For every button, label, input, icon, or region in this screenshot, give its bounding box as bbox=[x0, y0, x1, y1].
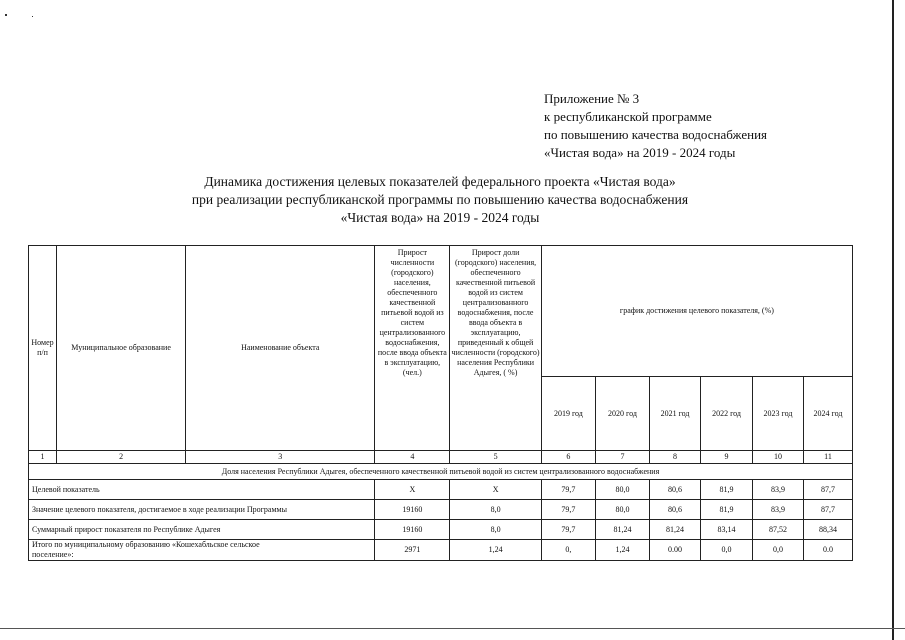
table-row bbox=[29, 480, 853, 500]
column-numbers-row bbox=[29, 451, 853, 464]
cell-value: 83,14 bbox=[701, 520, 753, 540]
header-year: 2021 год bbox=[650, 377, 701, 451]
row-label: Целевой показатель bbox=[29, 480, 375, 500]
column-number: 9 bbox=[701, 451, 753, 464]
cell-value: 2971 bbox=[375, 540, 450, 561]
cell-value: 88,34 bbox=[804, 520, 853, 540]
cell-value: 79,7 bbox=[541, 500, 595, 520]
column-number: 1 bbox=[29, 451, 57, 464]
scan-speck bbox=[32, 16, 33, 17]
header-object: Наименование объекта bbox=[186, 246, 375, 451]
row-label: Значение целевого показателя, достигаемое в ходе реализации Программы bbox=[29, 500, 375, 520]
cell-value: 79,7 bbox=[541, 480, 595, 500]
cell-value: 0,0 bbox=[701, 540, 753, 561]
cell-value: 8,0 bbox=[450, 500, 542, 520]
row-label: Суммарный прирост показателя по Республике Адыгея bbox=[29, 520, 375, 540]
cell-value: 8,0 bbox=[450, 520, 542, 540]
cell-value: 79,7 bbox=[541, 520, 595, 540]
cell-value: 0, bbox=[541, 540, 595, 561]
cell-value: 19160 bbox=[375, 500, 450, 520]
appendix-line: «Чистая вода» на 2019 - 2024 годы bbox=[544, 145, 736, 160]
cell-value: 87,7 bbox=[804, 500, 853, 520]
header-year: 2020 год bbox=[595, 377, 649, 451]
cell-value: 0.0 bbox=[804, 540, 853, 561]
appendix-note bbox=[544, 90, 767, 162]
cell-value: 1,24 bbox=[595, 540, 649, 561]
appendix-line: Приложение № 3 bbox=[544, 91, 640, 106]
scan-speck bbox=[5, 14, 7, 16]
appendix-line: по повышению качества водоснабжения bbox=[544, 127, 768, 142]
cell-value: 87,52 bbox=[753, 520, 804, 540]
document-title bbox=[60, 173, 820, 227]
title-line: Динамика достижения целевых показателей федерального проекта «Чистая вода» bbox=[204, 174, 676, 189]
section-title: Доля населения Республики Адыгея, обеспеченного качественной питьевой водой из систем централизованного водоснабжения bbox=[29, 464, 853, 480]
column-number: 2 bbox=[57, 451, 186, 464]
column-number: 7 bbox=[595, 451, 649, 464]
cell-value: 83,9 bbox=[753, 480, 804, 500]
cell-value: 87,7 bbox=[804, 480, 853, 500]
header-num: Номер п/п bbox=[29, 246, 57, 451]
title-line: «Чистая вода» на 2019 - 2024 годы bbox=[340, 210, 540, 225]
column-number: 6 bbox=[541, 451, 595, 464]
cell-value: X bbox=[450, 480, 542, 500]
table-row bbox=[29, 540, 853, 561]
column-number: 4 bbox=[375, 451, 450, 464]
header-year: 2023 год bbox=[753, 377, 804, 451]
table-row bbox=[29, 520, 853, 540]
appendix-line: к республиканской программе bbox=[544, 109, 712, 124]
header-growth-share: Прирост доли (городского) населения, обеспеченного качественной питьевой водой из систем централизованного водоснабжения, после ввода объекта в эксплуатацию, приведенный к общей численности (городского) населения Республики Адыгея, ( %) bbox=[450, 246, 542, 451]
header-municipality: Муниципальное образование bbox=[57, 246, 186, 451]
header-year: 2019 год bbox=[541, 377, 595, 451]
cell-value: 81,24 bbox=[650, 520, 701, 540]
column-number: 8 bbox=[650, 451, 701, 464]
cell-value: 81,9 bbox=[701, 500, 753, 520]
cell-value: 80,6 bbox=[650, 500, 701, 520]
cell-value: 80,0 bbox=[595, 500, 649, 520]
cell-value: 1,24 bbox=[450, 540, 542, 561]
header-schedule: график достижения целевого показателя, (%) bbox=[541, 246, 852, 377]
header-growth-people: Прирост численности (городского) населения, обеспеченного качественной питьевой водой из систем централизованного водоснабжения, после ввода объекта в эксплуатацию, (чел.) bbox=[375, 246, 450, 451]
cell-value: 0.00 bbox=[650, 540, 701, 561]
title-line: при реализации республиканской программы по повышению качества водоснабжения bbox=[191, 192, 689, 207]
row-label: Итого по муниципальному образованию «Кошехабльское сельское поселение»: bbox=[29, 540, 375, 561]
scan-edge-bottom bbox=[0, 628, 905, 629]
column-number: 5 bbox=[450, 451, 542, 464]
cell-value: X bbox=[375, 480, 450, 500]
column-number: 11 bbox=[804, 451, 853, 464]
column-number: 10 bbox=[753, 451, 804, 464]
indicators-table bbox=[28, 245, 853, 561]
cell-value: 81,9 bbox=[701, 480, 753, 500]
cell-value: 0,0 bbox=[753, 540, 804, 561]
cell-value: 19160 bbox=[375, 520, 450, 540]
header-year: 2024 год bbox=[804, 377, 853, 451]
table-row bbox=[29, 500, 853, 520]
cell-value: 80,6 bbox=[650, 480, 701, 500]
cell-value: 83,9 bbox=[753, 500, 804, 520]
cell-value: 81,24 bbox=[595, 520, 649, 540]
scan-edge-right bbox=[892, 0, 894, 640]
cell-value: 80,0 bbox=[595, 480, 649, 500]
header-year: 2022 год bbox=[701, 377, 753, 451]
column-number: 3 bbox=[186, 451, 375, 464]
